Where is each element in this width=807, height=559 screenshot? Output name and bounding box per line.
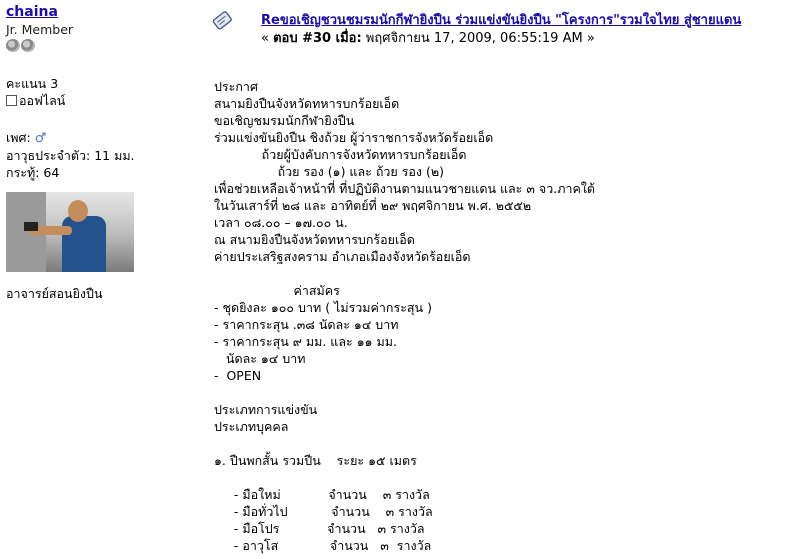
personal-text: อาจารย์สอนยิงปืน	[6, 286, 103, 301]
post-body-line: - มือใหม่ จำนวน ๓ รางวัล	[214, 487, 430, 502]
post-body-line	[214, 469, 595, 486]
post-body-line: ในวันเสาร์ที่ ๒๘ และ อาทิตย์ที่ ๒๙ พฤศจิกายน พ.ศ. ๒๕๕๒	[214, 198, 532, 213]
star-icon	[6, 39, 20, 52]
post-count: กระทู้: 64	[6, 165, 60, 180]
author-sidebar	[6, 4, 186, 302]
gender-label: เพศ:	[6, 130, 31, 145]
post-body-line: ประเภทการแข่งขัน	[214, 402, 318, 417]
post-body-line: ค่ายประเสริฐสงคราม อำเภอเมืองจังหวัดร้อยเอ็ด	[214, 249, 471, 264]
online-status-text: ออฟไลน์	[19, 93, 66, 108]
reply-prefix: «	[261, 31, 274, 46]
member-rank-stars	[6, 39, 186, 53]
post-body-line: - ชุดยิงละ ๑๐๐ บาท ( ไม่รวมค่ากระสุน )	[214, 300, 432, 315]
post-body-line: - มือโปร จำนวน ๓ รางวัล	[214, 521, 425, 536]
post-body-line: เพื่อช่วยเหลือเจ้าหน้าที่ ที่ปฏิบัติงานตามแนวชายแดน และ ๓ จว.ภาคใต้	[214, 181, 596, 196]
reply-info	[261, 27, 595, 48]
post-body-line: ขอเชิญชมรมนักกีฬายิงปืน	[214, 113, 355, 128]
post-body-line: ประกาศ	[214, 79, 258, 94]
post-body	[214, 78, 595, 554]
reply-number: ตอบ #30 เมื่อ:	[273, 31, 362, 46]
message-icon	[211, 9, 233, 31]
reply-date: พฤศจิกายน 17, 2009, 06:55:19 AM »	[361, 31, 595, 46]
male-icon: ♂	[34, 131, 47, 146]
post-body-line: ถ้วยผู้บังคับการจังหวัดทหารบกร้อยเอ็ด	[214, 147, 467, 162]
offline-status-icon	[6, 95, 17, 106]
member-group: Jr. Member	[6, 22, 74, 37]
post-body-line: ณ สนามยิงปืนจังหวัดทหารบกร้อยเอ็ด	[214, 232, 415, 247]
author-username-link[interactable]: chaina	[6, 4, 58, 20]
post-body-line: ถ้วย รอง (๑) และ ถ้วย รอง (๒)	[214, 164, 444, 179]
post-body-line: สนามยิงปืนจังหวัดทหารบกร้อยเอ็ด	[214, 96, 400, 111]
post-subject-link[interactable]: Reขอเชิญชวนชมรมนักกีฬายิงปืน ร่วมแข่งขันยิงปืน "โครงการ"รวมใจไทย สู่ชายแดน	[261, 13, 742, 28]
post-body-line: ค่าสมัคร	[214, 283, 340, 298]
gender-row	[6, 129, 186, 147]
post-body-line: นัดละ ๑๔ บาท	[214, 351, 306, 366]
post-body-line: - ราคากระสุน .๓๘ นัดละ ๑๔ บาท	[214, 317, 399, 332]
post-body-line	[214, 265, 595, 282]
karma-label: คะแนน 3	[6, 76, 59, 91]
post-body-line: - อาวุโส จำนวน ๓ รางวัล	[214, 538, 432, 553]
post-body-line: ประเภทบุคคล	[214, 419, 289, 434]
post-body-line: ร่วมแข่งขันยิงปืน ชิงถ้วย ผู้ว่าราชการจังหวัดร้อยเอ็ด	[214, 130, 494, 145]
online-status	[6, 92, 186, 109]
post-body-line: - มือทั่วไป จำนวน ๓ รางวัล	[214, 504, 433, 519]
post-body-line	[214, 435, 595, 452]
service-age: อาวุธประจำตัว: 11 มม.	[6, 148, 135, 163]
post-body-line	[214, 384, 595, 401]
star-icon	[21, 39, 35, 52]
post-body-line: - ราคากระสุน ๙ มม. และ ๑๑ มม.	[214, 334, 397, 349]
post-body-line: - OPEN	[214, 368, 262, 383]
post-body-line: เวลา ๐๘.๐๐ – ๑๗.๐๐ น.	[214, 215, 348, 230]
avatar[interactable]	[6, 192, 134, 272]
post-body-line: ๑. ปืนพกสั้น รวมปืน ระยะ ๑๕ เมตร	[214, 453, 417, 468]
